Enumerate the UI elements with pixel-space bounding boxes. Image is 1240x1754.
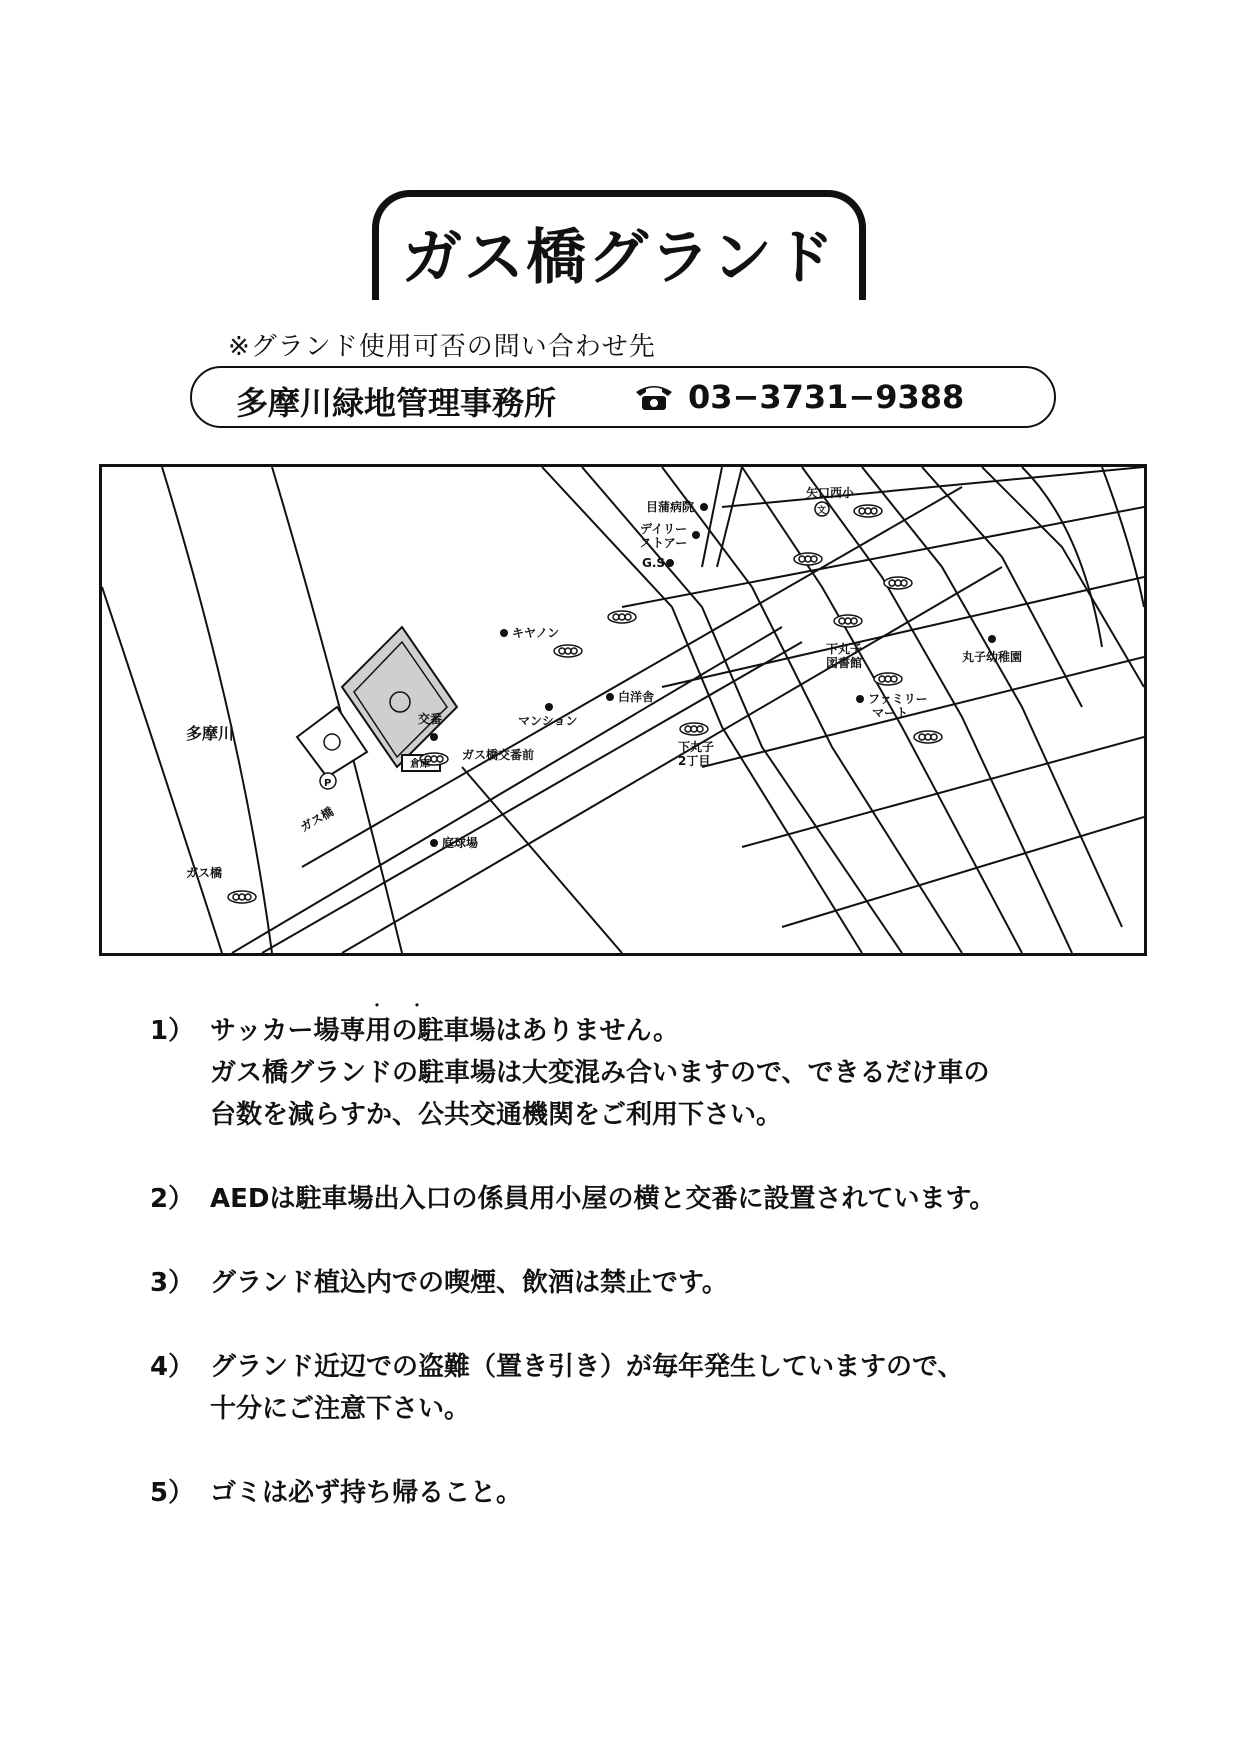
traffic-signal-icon: [854, 505, 882, 517]
map-canvas: [102, 467, 1144, 953]
rule-text: AEDは駐車場出入口の係員用小屋の横と交番に設置されています。: [210, 1184, 996, 1214]
river-label: 多摩川: [186, 724, 235, 743]
rule-item: [150, 1472, 1130, 1514]
rule-text: 台数を減らすか、公共交通機関をご利用下さい。: [210, 1100, 783, 1130]
familymart-label-2: マート: [872, 706, 909, 720]
emphasis-dots: ・・: [368, 996, 448, 1017]
traffic-signal-icon: [874, 673, 902, 685]
contact-box: [190, 366, 1056, 428]
traffic-signal-icon: [914, 731, 942, 743]
daily-store-label-2: ストアー: [640, 536, 688, 550]
school-label: 矢口西小: [806, 486, 855, 500]
rule-number: 4）: [150, 1352, 195, 1382]
rule-text: グランド植込内での喫煙、飲酒は禁止です。: [210, 1268, 728, 1298]
parking-label: P: [324, 778, 332, 789]
rule-item: [150, 1178, 1130, 1220]
kindergarten-label: 丸子幼稚園: [962, 650, 1023, 664]
rule-text: ガス橋グランドの駐車場は大変混み合いますので、できるだけ車の: [210, 1058, 990, 1088]
small-field[interactable]: [297, 707, 367, 777]
daily-store-label-1: デイリー: [640, 522, 688, 536]
shimomaruko2-label-2: 2丁目: [678, 754, 711, 768]
title-frame: [372, 190, 866, 300]
traffic-signal-icon: [834, 615, 862, 627]
gas-station-label: G.S: [642, 556, 666, 570]
inquiry-note: ※グランド使用可否の問い合わせ先: [228, 332, 656, 362]
telephone-icon: [632, 380, 676, 414]
page-title: ガス橋グランド: [402, 222, 836, 293]
gas-bridge-signal-label: ガス橋: [186, 866, 223, 880]
traffic-signal-icon: [228, 891, 256, 903]
rule-number: 1）: [150, 1016, 195, 1046]
library-label-1: 下丸子: [826, 642, 863, 656]
rule-number: 5）: [150, 1478, 195, 1508]
shimomaruko2-label-1: 下丸子: [678, 740, 715, 754]
traffic-signal-icon: [554, 645, 582, 657]
traffic-signal-icon: [680, 723, 708, 735]
koban-label: 交番: [418, 712, 443, 726]
office-name: 多摩川緑地管理事務所: [236, 384, 557, 422]
phone-number[interactable]: 03−3731−9388: [688, 378, 965, 416]
traffic-signal-icon: [884, 577, 912, 589]
hospital-label: 目蒲病院: [646, 500, 695, 514]
library-label-2: 図書館: [826, 656, 863, 670]
rules-list: [150, 996, 1130, 1556]
traffic-signal-icon: [608, 611, 636, 623]
canon-label: キヤノン: [512, 626, 560, 640]
rule-number: 2）: [150, 1184, 195, 1214]
tennis-label: 庭球場: [442, 836, 479, 850]
rule-item: [150, 1346, 1130, 1430]
traffic-signal-icon: [794, 553, 822, 565]
rule-item: [150, 1262, 1130, 1304]
rule-item: [150, 996, 1130, 1136]
phone-number-group: [632, 378, 964, 416]
map: [99, 464, 1147, 956]
school-symbol: 文: [817, 506, 827, 516]
rule-text: 十分にご注意下さい。: [210, 1394, 471, 1424]
mansion-label: マンション: [518, 714, 578, 728]
gas-bridge-road-label: ガス橋: [297, 804, 337, 835]
familymart-label-1: ファミリー: [868, 692, 928, 706]
rule-number: 3）: [150, 1268, 195, 1298]
rule-text: ゴミは必ず持ち帰ること。: [210, 1478, 523, 1508]
rule-text: グランド近辺での盗難（置き引き）が毎年発生していますので、: [210, 1352, 964, 1382]
koban-mae-label: ガス橋交番前: [462, 748, 535, 762]
hakuyosha-label: 白洋舎: [618, 690, 655, 704]
rule-text: サッカー場専用の駐車場はありません。: [210, 1016, 680, 1046]
warehouse-label: 倉庫: [410, 759, 430, 770]
